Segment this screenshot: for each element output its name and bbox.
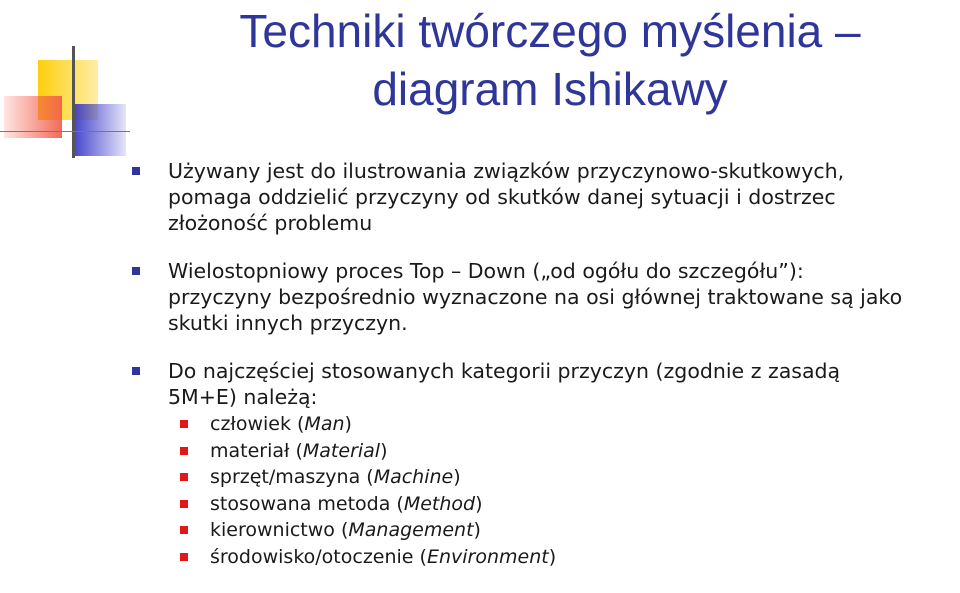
category-item: sprzęt/maszyna (Machine) [130,464,960,491]
category-item: stosowana metoda (Method) [130,491,960,518]
horizontal-line-decoration [0,131,130,132]
red-square-bullet-icon [180,420,188,428]
vertical-line-decoration [72,46,75,158]
category-name: człowiek [210,413,291,435]
category-list [130,411,960,570]
category-english: Machine [373,466,454,488]
bullet-line: Wielostopniowy proces Top – Down („od ogółu do szczegółu”): [168,259,804,283]
category-item: środowisko/otoczenie (Environment) [130,544,960,571]
square-bullet-icon [132,367,140,375]
category-english: Method [403,492,476,515]
slide-title [170,0,930,118]
square-bullet-icon [132,167,140,175]
red-square-bullet-icon [180,500,188,508]
bullet-item [130,158,960,236]
square-bullet-icon [132,267,140,275]
category-name: środowisko/otoczenie [210,545,414,568]
title-line-1: Techniki twórczego myślenia – [239,5,861,57]
title-line-2: diagram Ishikawy [372,63,728,115]
red-square-bullet-icon [180,473,188,481]
category-item: kierownictwo (Management) [130,517,960,544]
bullet-line: Do najczęściej stosowanych kategorii przyczyn (zgodnie z zasadą [168,359,841,383]
category-name: stosowana metoda [210,492,391,515]
blue-square-decoration [74,104,126,156]
category-english: Environment [426,545,549,568]
red-square-bullet-icon [180,526,188,534]
bullet-line: 5M+E) należą: [168,385,318,409]
decorative-squares [0,0,140,165]
category-english: Material [302,439,381,462]
bullet-line: Używany jest do ilustrowania związków przyczynowo-skutkowych, [168,159,845,183]
bullet-item [130,258,960,336]
category-name: kierownictwo [210,519,335,541]
category-english: Management [348,519,474,541]
bullet-line: przyczyny bezpośrednio wyznaczone na osi głównej traktowane są jako [168,285,903,309]
category-item: materiał (Material) [130,438,960,465]
slide-content [130,158,960,570]
red-square-bullet-icon [180,447,188,455]
bullet-line: skutki innych przyczyn. [168,311,408,335]
bullet-line: złożoność problemu [168,211,373,235]
category-name: materiał [210,439,290,462]
category-item: człowiek (Man) [130,411,960,438]
bullet-item [130,358,960,410]
red-square-bullet-icon [180,553,188,561]
category-name: sprzęt/maszyna [210,466,361,488]
category-english: Man [304,413,345,435]
bullet-line: pomaga oddzielić przyczyny od skutków danej sytuacji i dostrzec [168,185,836,209]
